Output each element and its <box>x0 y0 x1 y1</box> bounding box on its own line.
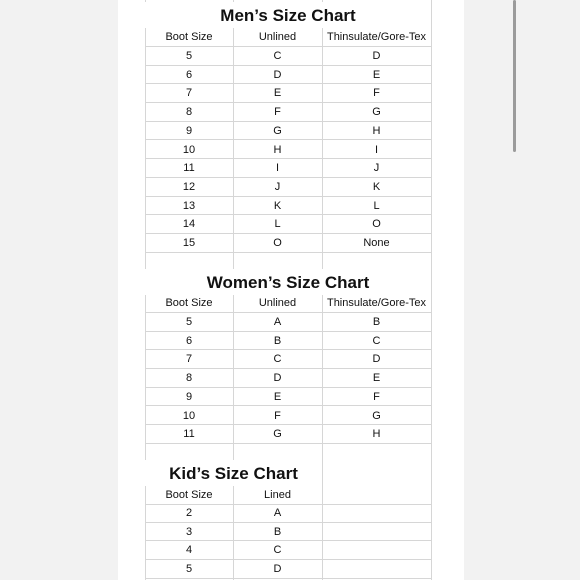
mens-cell-boot-size: 12 <box>182 180 196 193</box>
mens-cell-boot-size: 6 <box>185 68 193 81</box>
womens-cell-value-a: E <box>273 390 282 403</box>
kids-header-lined: Lined <box>264 489 291 501</box>
mens-cell-value-b: L <box>373 199 380 212</box>
mens-cell-value-b: H <box>372 124 381 137</box>
womens-table-row <box>145 369 431 388</box>
womens-header-unlined: Unlined <box>258 297 297 309</box>
mens-cell-boot-size: 11 <box>183 162 195 175</box>
kids-cell-value-a: C <box>273 544 282 557</box>
mens-cell-value-b: O <box>372 218 381 231</box>
mens-table-row <box>145 178 431 197</box>
mens-cell-boot-size: 5 <box>185 50 193 62</box>
kids-header-boot-size: Boot Size <box>165 489 213 501</box>
size-chart-grid <box>145 0 431 580</box>
mens-table-row <box>145 141 431 160</box>
mens-cell-value-a: C <box>273 50 282 62</box>
mens-chart-title: Men’s Size Chart <box>220 6 356 25</box>
mens-cell-value-b: K <box>372 180 381 193</box>
kids-table-row <box>145 504 431 523</box>
womens-cell-value-a: D <box>273 372 282 385</box>
womens-cell-value-b: B <box>372 316 381 328</box>
mens-cell-value-a: G <box>273 124 282 137</box>
womens-cell-boot-size: 11 <box>183 428 195 441</box>
womens-cell-boot-size: 8 <box>185 372 193 385</box>
mens-table-row <box>145 159 431 178</box>
womens-cell-value-b: E <box>372 372 381 385</box>
mens-table-row <box>145 84 431 103</box>
mens-header-boot-size: Boot Size <box>165 31 213 43</box>
womens-header-boot-size: Boot Size <box>165 297 213 309</box>
mens-cell-value-b: G <box>372 106 381 119</box>
kids-cell-boot-size: 2 <box>185 507 193 519</box>
womens-title-row <box>145 269 431 295</box>
womens-cell-boot-size: 5 <box>185 316 193 328</box>
mens-cell-value-a: L <box>274 218 281 231</box>
mens-cell-boot-size: 10 <box>182 143 196 156</box>
kids-table-row <box>145 541 431 560</box>
womens-cell-value-a: A <box>273 316 282 328</box>
womens-cell-value-b: C <box>372 334 381 347</box>
womens-cell-value-a: F <box>274 409 281 422</box>
womens-cell-value-b: F <box>373 390 380 403</box>
mens-header-row <box>145 28 431 47</box>
womens-table-row <box>145 350 431 369</box>
mens-cell-boot-size: 14 <box>182 218 196 231</box>
scrollbar-thumb[interactable] <box>513 0 516 152</box>
kids-cell-value-a: A <box>273 507 282 519</box>
kids-cell-boot-size: 3 <box>185 525 193 538</box>
kids-table-row <box>145 523 431 542</box>
womens-header-thinsulate: Thinsulate/Gore-Tex <box>326 297 427 309</box>
mens-table-row <box>145 215 431 234</box>
kids-chart-title: Kid’s Size Chart <box>169 464 298 483</box>
womens-cell-boot-size: 10 <box>182 409 196 422</box>
mens-cell-value-a: I <box>275 162 280 175</box>
womens-chart-title: Women’s Size Chart <box>206 273 370 292</box>
mens-cell-value-b: I <box>374 143 379 156</box>
womens-header-row <box>145 294 431 313</box>
mens-cell-value-b: E <box>372 68 381 81</box>
mens-cell-value-a: F <box>274 106 281 119</box>
mens-cell-value-a: J <box>274 180 281 193</box>
womens-cell-value-b: D <box>372 353 381 366</box>
womens-table-row <box>145 388 431 407</box>
womens-table-row <box>145 332 431 351</box>
mens-table-row <box>145 103 431 122</box>
mens-table-row <box>145 234 431 253</box>
kids-cell-value-a: D <box>273 563 282 576</box>
womens-cell-boot-size: 7 <box>185 353 193 366</box>
mens-cell-value-a: K <box>273 199 282 212</box>
kids-header-row <box>145 486 431 505</box>
mens-table-row <box>145 197 431 216</box>
kids-title-row <box>145 460 322 486</box>
womens-cell-value-a: C <box>273 353 282 366</box>
womens-cell-boot-size: 6 <box>185 334 193 347</box>
womens-cell-value-b: H <box>372 428 381 441</box>
mens-cell-boot-size: 15 <box>182 237 196 249</box>
womens-table-row <box>145 407 431 426</box>
mens-cell-value-b: None <box>363 237 390 249</box>
mens-cell-value-a: E <box>273 87 282 100</box>
womens-cell-value-b: G <box>372 409 381 422</box>
mens-title-row <box>145 2 431 28</box>
kids-cell-boot-size: 5 <box>185 563 193 576</box>
womens-cell-value-a: G <box>273 428 282 441</box>
mens-cell-value-a: H <box>273 143 282 156</box>
mens-cell-value-a: O <box>273 237 282 249</box>
mens-cell-boot-size: 13 <box>182 199 196 212</box>
mens-cell-value-a: D <box>273 68 282 81</box>
womens-cell-value-a: B <box>273 334 282 347</box>
womens-table-row <box>145 425 431 444</box>
mens-cell-boot-size: 7 <box>185 87 193 100</box>
mens-table-row <box>145 47 431 66</box>
womens-table-row <box>145 313 431 332</box>
mens-cell-boot-size: 9 <box>185 124 193 137</box>
grid-line <box>431 0 432 580</box>
mens-table-row <box>145 122 431 141</box>
womens-cell-boot-size: 9 <box>185 390 193 403</box>
kids-table-row <box>145 560 431 579</box>
mens-cell-value-b: J <box>373 162 380 175</box>
mens-header-thinsulate: Thinsulate/Gore-Tex <box>326 31 427 43</box>
mens-cell-boot-size: 8 <box>185 106 193 119</box>
mens-cell-value-b: D <box>372 50 381 62</box>
mens-header-unlined: Unlined <box>258 31 297 43</box>
mens-cell-value-b: F <box>373 87 380 100</box>
kids-cell-value-a: B <box>273 525 282 538</box>
mens-table-row <box>145 66 431 85</box>
kids-cell-boot-size: 4 <box>185 544 193 557</box>
